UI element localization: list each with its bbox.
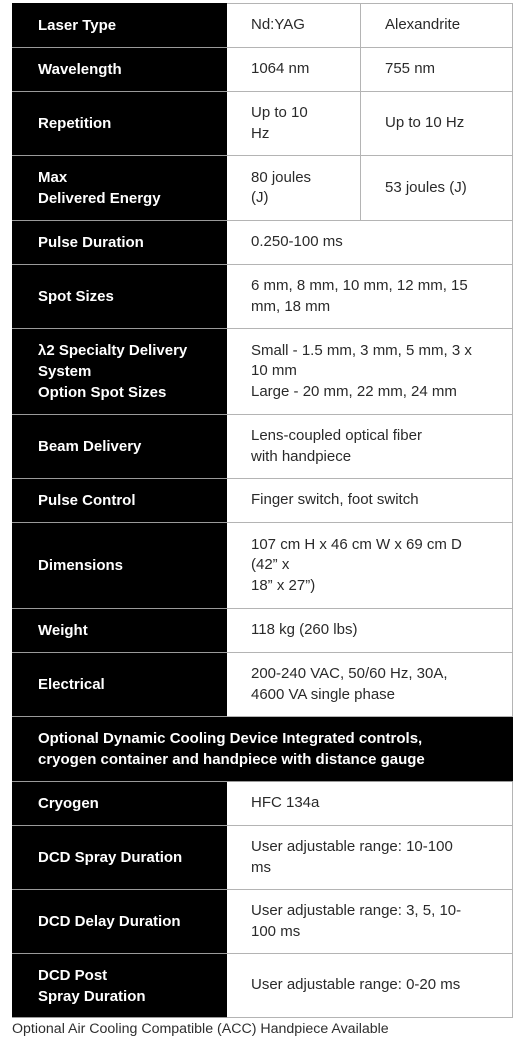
laser-spec-table (12, 3, 513, 1018)
wavelength-alexandrite: 755 nm (361, 48, 513, 92)
table-row-dcd-spray (13, 826, 513, 890)
pulse-duration-value: 0.250-100 ms (227, 221, 513, 265)
row-label-energy: Max Delivered Energy (13, 156, 227, 221)
row-label-wavelength: Wavelength (13, 48, 227, 92)
row-label-dimensions: Dimensions (13, 523, 227, 609)
table-row-specialty-delivery (13, 329, 513, 415)
cryogen-value: HFC 134a (227, 782, 513, 826)
dcd-section-header: Optional Dynamic Cooling Device Integrated controls, cryogen container and handpiece with distance gauge (13, 717, 513, 782)
row-label-dcd-spray: DCD Spray Duration (13, 826, 227, 890)
table-row-spot-sizes (13, 265, 513, 329)
table-row-beam-delivery (13, 415, 513, 479)
dcd-spray-value: User adjustable range: 10-100 ms (227, 826, 513, 890)
row-label-spot-sizes: Spot Sizes (13, 265, 227, 329)
table-row-dcd-header (13, 717, 513, 782)
table-row-cryogen (13, 782, 513, 826)
column-header-ndyag: Nd:YAG (227, 4, 361, 48)
table-row-dimensions (13, 523, 513, 609)
electrical-value: 200-240 VAC, 50/60 Hz, 30A, 4600 VA single phase (227, 653, 513, 717)
table-row-repetition (13, 92, 513, 156)
column-header-alexandrite: Alexandrite (361, 4, 513, 48)
table-row-weight (13, 609, 513, 653)
pulse-control-value: Finger switch, foot switch (227, 479, 513, 523)
footnote: Optional Air Cooling Compatible (ACC) Handpiece Available (12, 1021, 389, 1037)
weight-value: 118 kg (260 lbs) (227, 609, 513, 653)
table-row-pulse-control (13, 479, 513, 523)
specialty-delivery-value: Small - 1.5 mm, 3 mm, 5 mm, 3 x 10 mm Large - 20 mm, 22 mm, 24 mm (227, 329, 513, 415)
table-row-pulse-duration (13, 221, 513, 265)
row-label-pulse-duration: Pulse Duration (13, 221, 227, 265)
repetition-alexandrite: Up to 10 Hz (361, 92, 513, 156)
row-label-weight: Weight (13, 609, 227, 653)
row-label-laser-type: Laser Type (13, 4, 227, 48)
energy-ndyag: 80 joules (J) (227, 156, 361, 221)
spot-sizes-value: 6 mm, 8 mm, 10 mm, 12 mm, 15 mm, 18 mm (227, 265, 513, 329)
beam-delivery-value: Lens-coupled optical fiber with handpiece (227, 415, 513, 479)
table-row-dcd-post-spray (13, 954, 513, 1018)
wavelength-ndyag: 1064 nm (227, 48, 361, 92)
row-label-specialty-delivery: λ2 Specialty Delivery System Option Spot Sizes (13, 329, 227, 415)
dcd-post-spray-value: User adjustable range: 0-20 ms (227, 954, 513, 1018)
table-row-electrical (13, 653, 513, 717)
dcd-delay-value: User adjustable range: 3, 5, 10- 100 ms (227, 890, 513, 954)
row-label-cryogen: Cryogen (13, 782, 227, 826)
repetition-ndyag: Up to 10 Hz (227, 92, 361, 156)
row-label-repetition: Repetition (13, 92, 227, 156)
row-label-electrical: Electrical (13, 653, 227, 717)
table-row-wavelength (13, 48, 513, 92)
table-row-dcd-delay (13, 890, 513, 954)
row-label-pulse-control: Pulse Control (13, 479, 227, 523)
table-row-energy (13, 156, 513, 221)
row-label-dcd-post-spray: DCD Post Spray Duration (13, 954, 227, 1018)
dimensions-value: 107 cm H x 46 cm W x 69 cm D (42” x 18” x 27”) (227, 523, 513, 609)
row-label-dcd-delay: DCD Delay Duration (13, 890, 227, 954)
table-row-laser-type (13, 4, 513, 48)
row-label-beam-delivery: Beam Delivery (13, 415, 227, 479)
energy-alexandrite: 53 joules (J) (361, 156, 513, 221)
